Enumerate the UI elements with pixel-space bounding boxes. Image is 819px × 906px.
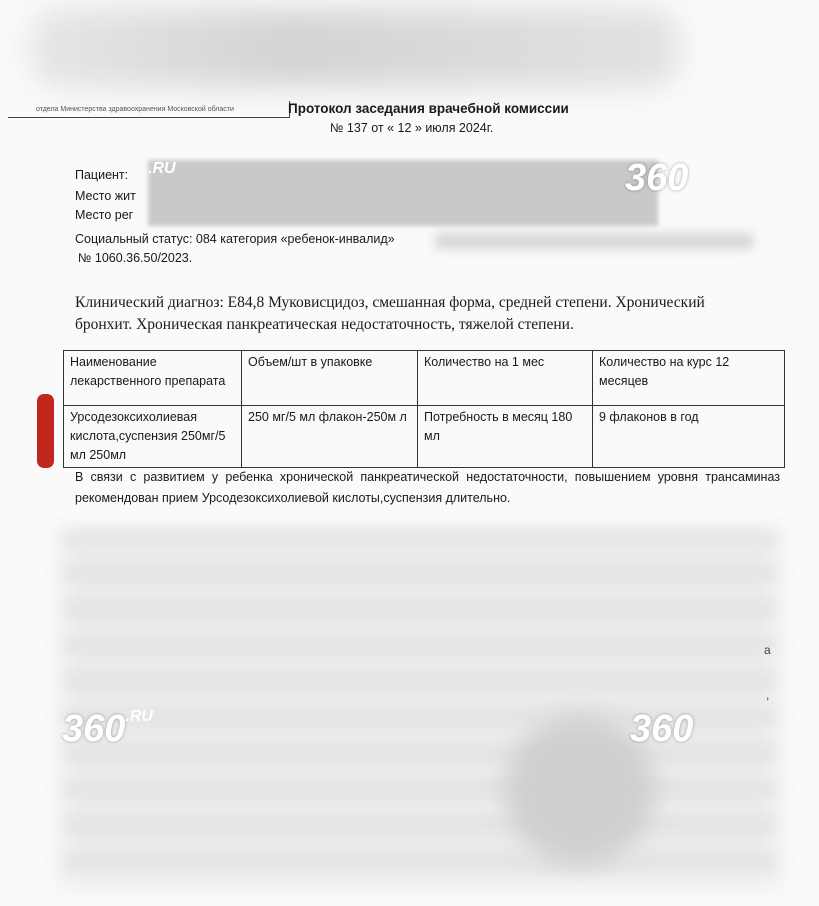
header-cell-volume: Объем/шт в упаковке: [242, 351, 418, 406]
watermark-text: 360: [62, 708, 126, 750]
social-status: Социальный статус: 084 категория «ребенок-инвалид»: [75, 232, 395, 246]
table-row: [64, 406, 785, 468]
header-cell-name: Наименование лекарственного препарата: [64, 351, 242, 406]
blurred-header-area: [30, 8, 680, 88]
header-cell-course: Количество на курс 12 месяцев: [593, 351, 785, 406]
watermark-suffix: .RU: [125, 708, 153, 725]
cell-volume: 250 мг/5 мл флакон-250м л: [242, 406, 418, 468]
edge-fragment: а: [764, 643, 771, 657]
cell-monthly: Потребность в месяц 180 мл: [418, 406, 593, 468]
watermark-360-bottom-right: [630, 708, 693, 751]
patient-label: Пациент:: [75, 168, 129, 182]
document-number: № 137 от « 12 » июля 2024г.: [330, 121, 494, 135]
redacted-social-data: [435, 233, 753, 249]
document-title: Протокол заседания врачебной комиссии: [288, 101, 569, 116]
clinical-diagnosis: [75, 292, 775, 336]
diagnosis-line-1: Клинический диагноз: E84,8 Муковисцидоз, смешанная форма, средней степени. Хронический: [75, 294, 705, 311]
edge-fragment: ,: [766, 688, 770, 702]
medication-table: [63, 350, 785, 468]
table-header-row: [64, 351, 785, 406]
header-stamp: отдела Министерства здравоохранения Московской области: [8, 101, 290, 118]
registration-label: Место рег: [75, 208, 134, 222]
recommendation-note: В связи с развитием у ребенка хронической панкреатической недостаточности, повышением уровня трансаминаз рекомендован прием Урсодезоксихолиевой кислоты,суспензия длительно.: [75, 470, 780, 505]
watermark-360-bottom-left: [62, 708, 153, 751]
header-cell-monthly: Количество на 1 мес: [418, 351, 593, 406]
diagnosis-line-2: бронхит. Хроническая панкреатическая недостаточность, тяжелой степени.: [75, 316, 574, 333]
cell-drug-name: Урсодезоксихолиевая кислота,суспензия 250мг/5 мл 250мл: [64, 406, 242, 468]
watermark-360-top: [625, 157, 688, 200]
cell-course: 9 флаконов в год: [593, 406, 785, 468]
watermark-suffix-top: [148, 160, 176, 178]
certificate-number: № 1060.36.50/2023.: [78, 251, 193, 265]
watermark-text: 360: [630, 708, 694, 750]
residence-label: Место жит: [75, 189, 136, 203]
watermark-suffix: .RU: [148, 160, 176, 177]
red-highlight-marker: [37, 394, 54, 468]
watermark-text: 360: [625, 157, 689, 199]
redacted-personal-data: [148, 160, 658, 226]
